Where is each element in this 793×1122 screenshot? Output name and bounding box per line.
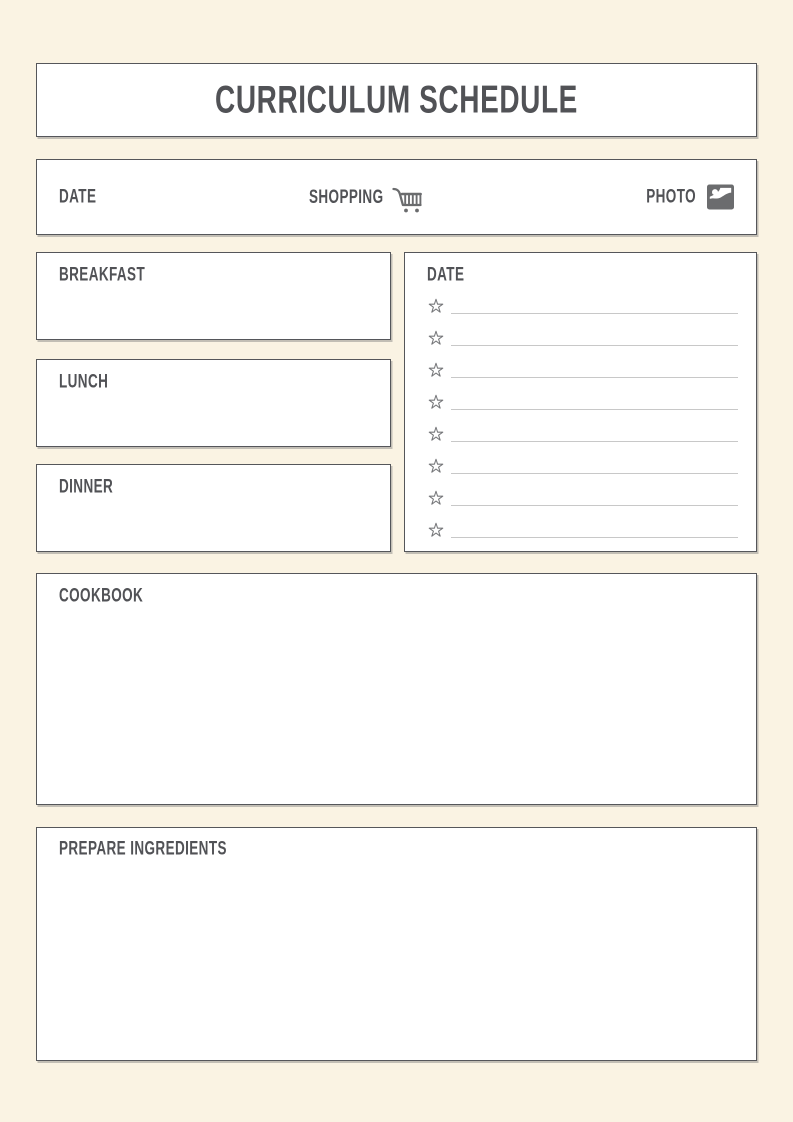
date-write-line[interactable] <box>451 537 738 538</box>
shopping-cart-icon <box>390 183 423 216</box>
breakfast-panel <box>36 252 391 340</box>
star-icon <box>427 521 445 539</box>
date-list-row <box>427 411 738 443</box>
header-shopping-field[interactable] <box>309 179 423 216</box>
photo-icon <box>707 184 734 210</box>
star-icon <box>427 361 445 379</box>
date-list-row <box>427 475 738 507</box>
star-icon <box>427 489 445 507</box>
date-write-line[interactable] <box>451 409 738 410</box>
shopping-label: SHOPPING <box>309 185 384 207</box>
page-title: CURRICULUM SCHEDULE <box>215 77 578 121</box>
date-list-row <box>427 347 738 379</box>
star-icon <box>427 329 445 347</box>
header-date-field[interactable] <box>59 185 97 207</box>
date-write-line[interactable] <box>451 473 738 474</box>
date-write-line[interactable] <box>451 345 738 346</box>
date-write-line[interactable] <box>451 313 738 314</box>
date-list-label: DATE <box>427 263 465 285</box>
star-icon <box>427 425 445 443</box>
dinner-label: DINNER <box>59 475 114 497</box>
prepare-ingredients-label: PREPARE INGREDIENTS <box>59 837 227 859</box>
header-panel <box>36 159 757 235</box>
date-write-line[interactable] <box>451 377 738 378</box>
cookbook-content-area[interactable] <box>41 614 752 800</box>
date-list-panel <box>404 252 757 552</box>
lunch-content-area[interactable] <box>41 400 386 442</box>
cookbook-panel <box>36 573 757 805</box>
date-list-row <box>427 315 738 347</box>
lunch-label: LUNCH <box>59 370 109 392</box>
dinner-content-area[interactable] <box>41 505 386 547</box>
prepare-ingredients-content-area[interactable] <box>41 868 752 1056</box>
date-list-row <box>427 379 738 411</box>
star-icon <box>427 457 445 475</box>
lunch-panel <box>36 359 391 447</box>
star-icon <box>427 393 445 411</box>
date-list-row <box>427 283 738 315</box>
breakfast-content-area[interactable] <box>41 293 386 335</box>
header-photo-field[interactable] <box>646 184 734 210</box>
date-write-line[interactable] <box>451 441 738 442</box>
prepare-ingredients-panel <box>36 827 757 1061</box>
cookbook-label: COOKBOOK <box>59 584 144 606</box>
photo-label: PHOTO <box>646 185 696 207</box>
title-panel <box>36 63 757 137</box>
star-icon <box>427 297 445 315</box>
date-list-row <box>427 507 738 539</box>
dinner-panel <box>36 464 391 552</box>
date-list-row <box>427 443 738 475</box>
breakfast-label: BREAKFAST <box>59 263 146 285</box>
date-field-label: DATE <box>59 185 97 207</box>
date-line-list <box>427 283 738 539</box>
date-write-line[interactable] <box>451 505 738 506</box>
